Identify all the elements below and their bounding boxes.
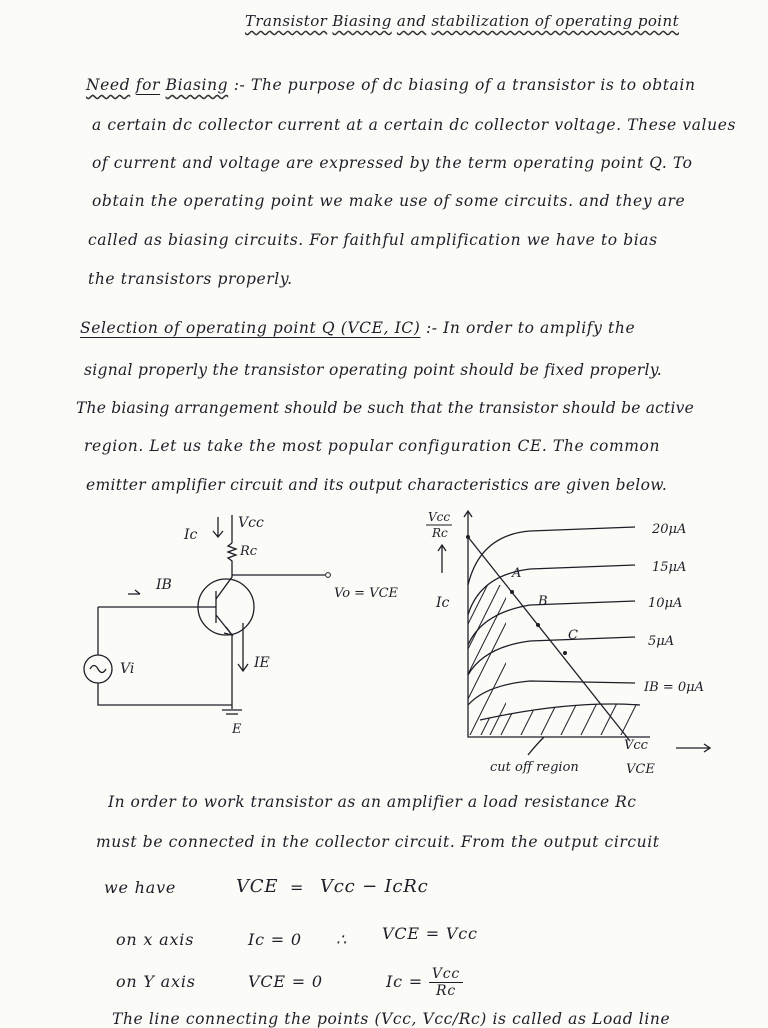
circuit-label-ib: IB [156, 577, 172, 593]
x-axis-label: on x axis [116, 930, 195, 949]
circuit-label-vi: Vi [120, 661, 135, 677]
heading-need: Need [86, 76, 131, 94]
heading-separator: :- [233, 76, 246, 94]
output-characteristics-graph [420, 505, 740, 785]
graph-curve-label: 10μA [648, 596, 683, 611]
title-word-transistor: Transistor [245, 12, 328, 30]
section3-line2: must be connected in the collector circuit. From the output circuit [96, 833, 660, 851]
graph-point-c: C [568, 628, 578, 643]
section2-line4: region. Let us take the most popular configuration CE. The common [84, 437, 661, 455]
title-rest: stabilization of operating point [431, 12, 679, 30]
section1-line1-text: The purpose of dc biasing of a transistor is to obtain [250, 76, 696, 94]
section2-line1-text: In order to amplify the [443, 319, 636, 337]
section1-line4: obtain the operating point we make use of some circuits. and they are [92, 192, 686, 210]
section1-line6: the transistors properly. [88, 270, 293, 288]
y-axis-label: on Y axis [116, 972, 196, 991]
fraction-numerator: Vcc [429, 966, 463, 983]
we-have-label: we have [104, 878, 177, 897]
graph-curve-label: 15μA [652, 560, 687, 575]
graph-curve-label: 5μA [648, 634, 675, 649]
ce-amplifier-circuit [80, 505, 420, 745]
eq-equals: = [290, 878, 305, 897]
y-axis-condition: VCE = 0 [248, 972, 323, 991]
graph-x-end: Vcc [624, 738, 648, 753]
section1-line5: called as biasing circuits. For faithful amplification we have to bias [88, 231, 658, 249]
section2-line2: signal properly the transistor operating point should be fixed properly. [84, 361, 663, 379]
section2-separator: :- [425, 319, 438, 337]
heading-biasing: Biasing [165, 76, 229, 94]
section1-line3: of current and voltage are expressed by the term operating point Q. To [92, 154, 693, 172]
section2-line3: The biasing arrangement should be such that the transistor should be active [76, 399, 694, 417]
heading-for: for [135, 76, 161, 94]
section2-line1 [80, 319, 635, 337]
graph-curve-label: IB = 0μA [644, 680, 704, 695]
graph-point-b: B [538, 594, 548, 609]
graph-y-top-den: Rc [432, 526, 448, 540]
y-axis-result-lhs [386, 966, 463, 999]
page-title [245, 12, 679, 30]
section1-line1 [86, 76, 696, 94]
circuit-label-e: E [232, 722, 242, 737]
graph-y-label: Ic [436, 595, 450, 611]
circuit-label-vcc: Vcc [238, 515, 264, 531]
graph-point-a: A [512, 566, 522, 581]
circuit-label-rc: Rc [240, 544, 258, 559]
section3-line1: In order to work transistor as an amplifier a load resistance Rc [108, 793, 637, 811]
section2-line5: emitter amplifier circuit and its output characteristics are given below. [86, 476, 668, 494]
graph-x-label: VCE [626, 762, 655, 777]
graph-y-top-num: Vcc [428, 510, 451, 524]
therefore-symbol: ∴ [336, 930, 347, 949]
y-axis-fraction [429, 966, 463, 999]
circuit-label-vo: Vo = VCE [334, 586, 399, 601]
title-word-biasing: Biasing [332, 12, 392, 30]
x-axis-result: VCE = Vcc [382, 924, 478, 943]
graph-cutoff-label: cut off region [490, 760, 579, 775]
graph-curve-label: 20μA [652, 522, 687, 537]
y-axis-result-ic: Ic = [386, 972, 423, 991]
eq-rhs: Vcc − IcRc [320, 876, 429, 897]
section1-line2: a certain dc collector current at a certain dc collector voltage. These values [92, 116, 737, 134]
eq-vce: VCE [236, 876, 279, 897]
circuit-label-ic: Ic [184, 527, 198, 543]
section2-heading: Selection of operating point Q (VCE, IC) [80, 319, 421, 337]
section3-last-line: The line connecting the points (Vcc, Vcc/Rc) is called as Load line [112, 1010, 671, 1028]
x-axis-condition: Ic = 0 [248, 930, 302, 949]
fraction-denominator: Rc [435, 983, 456, 999]
title-word-and: and [396, 12, 427, 30]
circuit-label-ie: IE [254, 655, 270, 671]
